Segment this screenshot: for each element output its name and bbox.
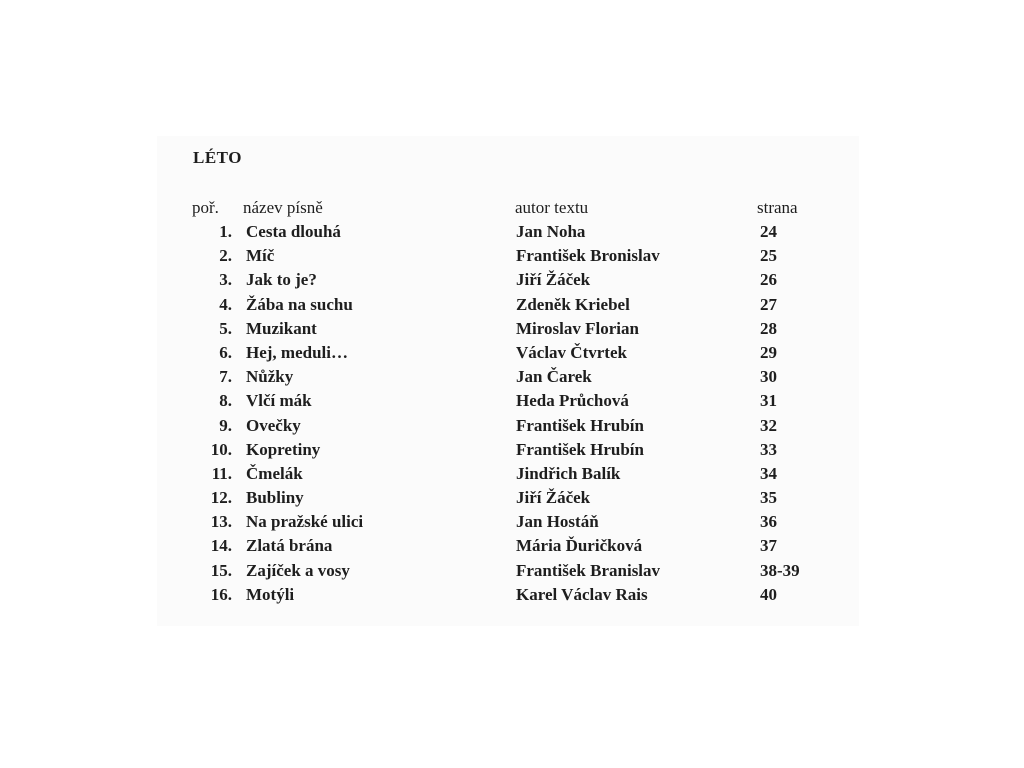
page-number: 36 [760, 512, 777, 532]
row-number: 4. [219, 294, 232, 314]
header-number: poř. [192, 198, 219, 217]
page-number: 31 [760, 391, 777, 411]
song-author: Zdeněk Kriebel [516, 294, 630, 314]
song-title: Nůžky [246, 367, 294, 387]
song-author: František Bronislav [516, 246, 660, 266]
row-number: 10. [210, 439, 232, 459]
page-number: 40 [760, 584, 777, 604]
row-number: 8. [219, 391, 232, 411]
page-number: 26 [760, 270, 777, 290]
song-author: Jiří Žáček [516, 270, 591, 290]
row-number: 9. [219, 415, 232, 435]
table-row [0, 463, 1024, 487]
song-author: Jan Noha [516, 222, 586, 241]
row-number: 2. [219, 246, 232, 266]
song-author: Miroslav Florian [516, 318, 639, 338]
song-author: Jan Čarek [516, 367, 592, 387]
page-number: 37 [760, 536, 777, 556]
page-number: 30 [760, 367, 777, 387]
table-row [0, 342, 1024, 366]
song-author: Heda Průchová [516, 391, 629, 411]
song-title: Míč [246, 246, 275, 266]
page-number: 24 [760, 222, 777, 241]
song-title: Cesta dlouhá [246, 222, 341, 241]
table-row [0, 245, 1024, 269]
song-author: Václav Čtvrtek [516, 342, 627, 362]
row-number: 13. [210, 512, 232, 532]
row-number: 16. [210, 584, 232, 604]
song-author: Jindřich Balík [516, 463, 621, 483]
song-title: Žába na suchu [246, 294, 353, 314]
song-author: Karel Václav Rais [516, 584, 648, 604]
section-title: LÉTO [193, 148, 242, 167]
song-title: Ovečky [246, 415, 301, 435]
page-number: 34 [760, 463, 777, 483]
page-number: 33 [760, 439, 777, 459]
page-number: 25 [760, 246, 777, 266]
page-number: 29 [760, 342, 777, 362]
page-number: 27 [760, 294, 777, 314]
song-author: František Hrubín [516, 439, 644, 459]
row-number: 1. [219, 222, 232, 241]
song-title: Bubliny [246, 488, 304, 508]
song-title: Vlčí mák [246, 391, 312, 411]
table-row [0, 390, 1024, 414]
table-row [0, 366, 1024, 390]
table-row [0, 560, 1024, 584]
table-row [0, 439, 1024, 463]
song-title: Zlatá brána [246, 536, 333, 556]
song-title: Kopretiny [246, 439, 321, 459]
row-number: 3. [219, 270, 232, 290]
row-number: 11. [211, 463, 232, 483]
table-row [0, 487, 1024, 511]
song-title: Muzikant [246, 318, 317, 338]
page-number: 38-39 [760, 560, 800, 580]
table-row [0, 415, 1024, 439]
table-row [0, 221, 1024, 245]
page-number: 35 [760, 488, 777, 508]
song-title: Motýli [246, 584, 295, 604]
row-number: 15. [210, 560, 232, 580]
song-list [0, 221, 1024, 608]
header-page: strana [757, 198, 798, 217]
song-title: Jak to je? [246, 270, 317, 290]
song-author: František Hrubín [516, 415, 644, 435]
song-author: Mária Ďuričková [516, 536, 643, 556]
song-title: Na pražské ulici [246, 512, 364, 532]
song-author: Jan Hostáň [516, 512, 599, 532]
table-row [0, 318, 1024, 342]
table-row [0, 294, 1024, 318]
song-author: Jiří Žáček [516, 488, 591, 508]
table-row [0, 535, 1024, 559]
song-title: Čmelák [246, 463, 303, 483]
row-number: 7. [219, 367, 232, 387]
page-number: 32 [760, 415, 777, 435]
row-number: 12. [210, 488, 232, 508]
row-number: 6. [219, 342, 232, 362]
table-row [0, 269, 1024, 293]
row-number: 5. [219, 318, 232, 338]
header-song-title: název písně [243, 198, 323, 217]
table-row [0, 584, 1024, 608]
song-title: Zajíček a vosy [246, 560, 350, 580]
table-row [0, 511, 1024, 535]
song-author: František Branislav [516, 560, 661, 580]
row-number: 14. [210, 536, 232, 556]
header-author: autor textu [515, 198, 589, 217]
page-number: 28 [760, 318, 777, 338]
song-title: Hej, meduli… [246, 342, 348, 362]
